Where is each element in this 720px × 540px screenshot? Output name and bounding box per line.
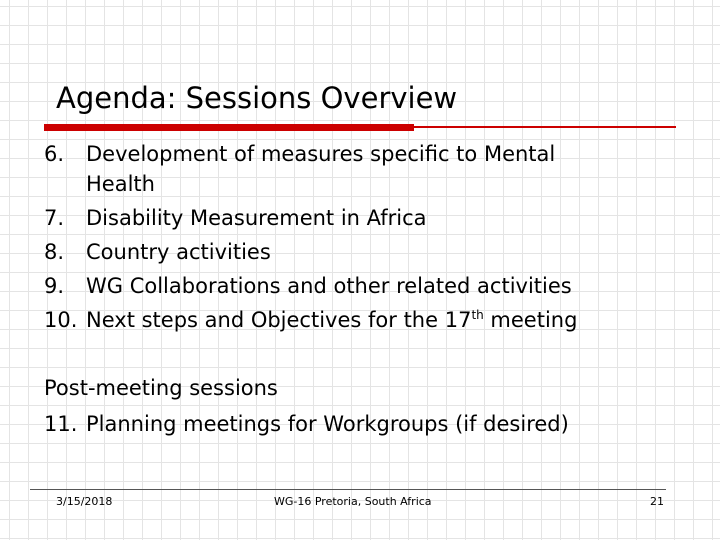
agenda-item-11	[44, 406, 704, 442]
footer-location: WG-16 Pretoria, South Africa	[274, 495, 432, 508]
item-text	[86, 303, 704, 337]
item-text-end: meeting	[483, 308, 578, 332]
agenda-item-7	[44, 201, 704, 235]
item-number: 7.	[44, 206, 65, 230]
agenda-item-9	[44, 269, 704, 303]
title-underline-thick	[44, 124, 414, 131]
agenda-item-6	[44, 137, 704, 171]
item-text: Country activities	[86, 240, 271, 264]
ordinal-superscript: th	[471, 308, 484, 322]
footer-divider	[30, 489, 666, 490]
agenda-list	[44, 137, 704, 337]
item-text: WG Collaborations and other related activities	[86, 274, 572, 298]
agenda-item-8	[44, 235, 704, 269]
item-text: Development of measures specific to Mental	[86, 142, 556, 166]
post-meeting-heading: Post-meeting sessions	[44, 376, 278, 400]
title-underline-thin	[414, 126, 676, 128]
item-text: Planning meetings for Workgroups (if desired)	[86, 412, 569, 436]
item-text: Disability Measurement in Africa	[86, 206, 427, 230]
item-number: 9.	[44, 274, 65, 298]
item-text-main: Next steps and Objectives for the 17	[86, 308, 472, 332]
post-meeting-section	[44, 370, 704, 442]
item-number: 6.	[44, 142, 65, 166]
item-text-continuation: Health	[86, 172, 155, 196]
slide-title: Agenda: Sessions Overview	[56, 81, 458, 115]
item-number: 11.	[44, 412, 78, 436]
footer-page-number: 21	[650, 495, 664, 508]
agenda-item-10	[44, 303, 704, 337]
footer-date: 3/15/2018	[56, 495, 113, 508]
item-number: 8.	[44, 240, 65, 264]
item-number: 10.	[44, 308, 78, 332]
